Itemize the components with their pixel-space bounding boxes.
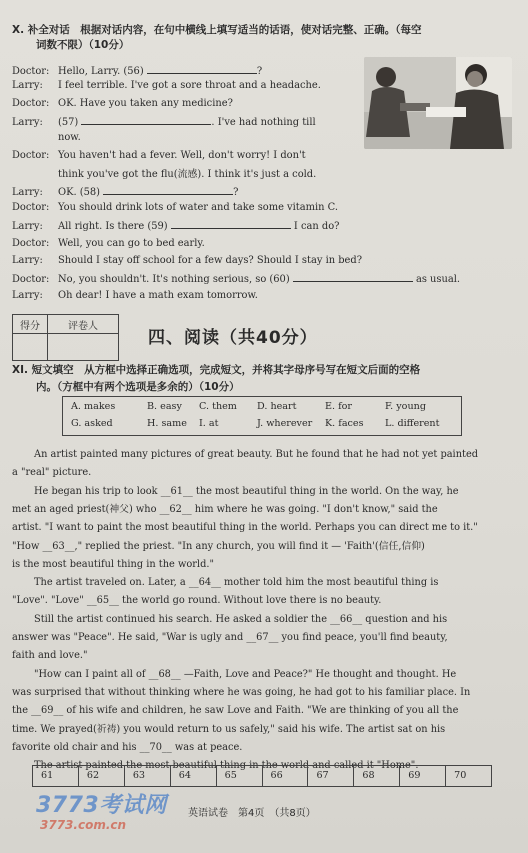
- answer-cell[interactable]: 64: [171, 766, 217, 786]
- watermark-url: 3773.com.cn: [40, 818, 127, 832]
- line-text: (57): [58, 117, 82, 128]
- line-text: No, you shouldn't. It's nothing serious, so (60): [58, 274, 293, 285]
- line-text-end: as usual.: [412, 274, 461, 285]
- line-text-end: . I've had nothing till: [211, 117, 316, 128]
- line-text: now.: [58, 132, 81, 143]
- dialogue-line: [12, 132, 81, 143]
- answer-cell[interactable]: 65: [217, 766, 263, 786]
- speaker-label: Larry:: [12, 221, 43, 232]
- passage-line: An artist painted many pictures of great beauty. But he found that he had not yet painted: [34, 449, 479, 460]
- dialogue-line: [12, 80, 321, 91]
- line-text: think you've got the flu(流感). I think it's just a cold.: [58, 169, 317, 180]
- passage-line: Still the artist continued his search. He asked a soldier the __66__ question and his: [34, 613, 448, 625]
- option-item: I. at: [199, 418, 219, 429]
- passage-line: He began his trip to look __61__ the most beautiful thing in the world. On the way, he: [34, 485, 459, 497]
- speaker-label: Larry:: [12, 290, 43, 301]
- score-table: [12, 314, 119, 361]
- option-item: D. heart: [257, 401, 297, 412]
- answer-cell[interactable]: 63: [125, 766, 171, 786]
- speaker-label: Larry:: [12, 255, 43, 266]
- dialogue-line: [12, 184, 238, 198]
- option-item: B. easy: [147, 401, 182, 412]
- passage-line: favorite old chair and his __70__ was at peace.: [12, 741, 243, 753]
- passage-line: artist. "I want to paint the most beautiful thing in the world. Perhaps you can direct me to it.": [12, 522, 478, 534]
- section-x-title: X. 补全对话 根据对话内容，在句中横线上填写适当的话语，使对话完整、正确。（每空: [12, 24, 422, 36]
- line-text: Should I stay off school for a few days? Should I stay in bed?: [58, 255, 363, 266]
- speaker-label: Doctor:: [12, 150, 50, 161]
- dialogue-line: [12, 202, 338, 213]
- line-text-end: ?: [256, 66, 263, 77]
- line-text: Well, you can go to bed early.: [58, 238, 205, 249]
- speaker-label: Doctor:: [12, 66, 50, 77]
- answer-cell[interactable]: 69: [400, 766, 446, 786]
- answer-blank[interactable]: [171, 218, 291, 229]
- line-text: Hello, Larry. (56): [58, 66, 147, 77]
- dialogue-line: [12, 114, 316, 128]
- speaker-label: Doctor:: [12, 238, 50, 249]
- line-text: Oh dear! I have a math exam tomorrow.: [58, 290, 258, 301]
- answer-grid: [32, 765, 492, 787]
- answer-cell[interactable]: 62: [79, 766, 125, 786]
- dialogue-line: [12, 63, 262, 77]
- page-footer: 英语试卷 第4页 （共8页）: [188, 808, 316, 819]
- speaker-label: Doctor:: [12, 274, 50, 285]
- passage-line: The artist traveled on. Later, a __64__ mother told him the most beautiful thing is: [34, 577, 439, 589]
- passage-line: met an aged priest(神父) who __62__ him where he was going. "I don't know," said the: [12, 503, 438, 515]
- section-xi-title: XI. 短文填空 从方框中选择正确选项，完成短文，并将其字母序号写在短文后面的空格: [12, 364, 421, 376]
- answer-blank[interactable]: [103, 184, 233, 195]
- grader-label: 评卷人: [48, 315, 119, 334]
- passage-line: time. We prayed(祈祷) you would return to us safely," said his wife. The artist sat on his: [12, 723, 446, 735]
- passage-line: The artist painted the most beautiful thing in the world and called it "Home".: [34, 760, 419, 772]
- option-item: J. wherever: [257, 418, 313, 429]
- passage-line: a "real" picture.: [12, 467, 92, 479]
- line-text-end: ?: [233, 187, 239, 198]
- line-text: You haven't had a fever. Well, don't worry! I don't: [58, 150, 306, 161]
- speaker-label: Doctor:: [12, 98, 50, 109]
- dialogue-line: [12, 255, 362, 266]
- grader-cell: [48, 334, 119, 361]
- line-text: OK. Have you taken any medicine?: [58, 98, 233, 109]
- option-item: F. young: [385, 401, 426, 412]
- passage-line: is the most beautiful thing in the world.": [12, 558, 214, 570]
- option-item: A. makes: [71, 401, 116, 412]
- dialogue-line: [12, 271, 460, 285]
- dialogue-line: [12, 98, 233, 109]
- speaker-label: Larry:: [12, 187, 43, 198]
- dialogue-line: [12, 150, 306, 161]
- line-text: OK. (58): [58, 187, 104, 198]
- passage-line: the __69__ of his wife and children, he saw Love and Faith. "We are thinking of you all the: [12, 705, 459, 717]
- dialogue-line: [12, 166, 316, 180]
- dialogue-line: [12, 238, 205, 249]
- option-item: L. different: [385, 418, 440, 429]
- passage-line: "How __63__," replied the priest. "In any church, you will find it — 'Faith'(信任,信仰): [12, 540, 425, 552]
- options-box: [62, 396, 462, 436]
- option-item: K. faces: [325, 418, 364, 429]
- passage-line: answer was "Peace". He said, "War is ugly and __67__ you find peace, you'll find beauty,: [12, 632, 448, 643]
- answer-cell[interactable]: 66: [263, 766, 309, 786]
- passage-line: "Love". "Love" __65__ the world go round. Without love there is no beauty.: [12, 595, 382, 607]
- option-item: C. them: [199, 401, 237, 412]
- option-item: G. asked: [71, 418, 113, 429]
- score-cell: [13, 334, 48, 361]
- score-label: 得分: [13, 315, 48, 334]
- line-text: You should drink lots of water and take some vitamin C.: [58, 202, 339, 213]
- dialogue-line: [12, 218, 339, 232]
- answer-cell[interactable]: 67: [308, 766, 354, 786]
- answer-cell[interactable]: 70: [454, 770, 467, 781]
- doctor-patient-photo: [364, 57, 512, 149]
- line-text-end: I can do?: [290, 221, 340, 232]
- section-xi-title-cont: 内。（方框中有两个选项是多余的）（10分）: [36, 381, 240, 393]
- speaker-label: Doctor:: [12, 202, 50, 213]
- answer-blank[interactable]: [81, 114, 211, 125]
- answer-cell[interactable]: 61: [33, 766, 79, 786]
- dialogue-line: [12, 290, 258, 301]
- section-x-title-cont: 词数不限）（10分）: [36, 39, 130, 51]
- speaker-label: Larry:: [12, 80, 43, 91]
- answer-blank[interactable]: [147, 63, 257, 74]
- answer-blank[interactable]: [293, 271, 413, 282]
- line-text: All right. Is there (59): [58, 221, 171, 232]
- line-text: I feel terrible. I've got a sore throat and a headache.: [58, 80, 321, 91]
- part-heading: 四、阅读（共40分）: [148, 328, 318, 348]
- passage-line: faith and love.": [12, 650, 88, 662]
- answer-cell[interactable]: 68: [354, 766, 400, 786]
- watermark-logo: 3773考试网: [36, 793, 167, 818]
- option-item: H. same: [147, 418, 187, 429]
- passage-line: was surprised that without thinking where he was going, he had got to his familiar place. In: [12, 686, 471, 698]
- option-item: E. for: [325, 401, 353, 412]
- speaker-label: Larry:: [12, 117, 43, 128]
- passage-line: "How can I paint all of __68__ —Faith, Love and Peace?" He thought and thought. He: [34, 668, 457, 680]
